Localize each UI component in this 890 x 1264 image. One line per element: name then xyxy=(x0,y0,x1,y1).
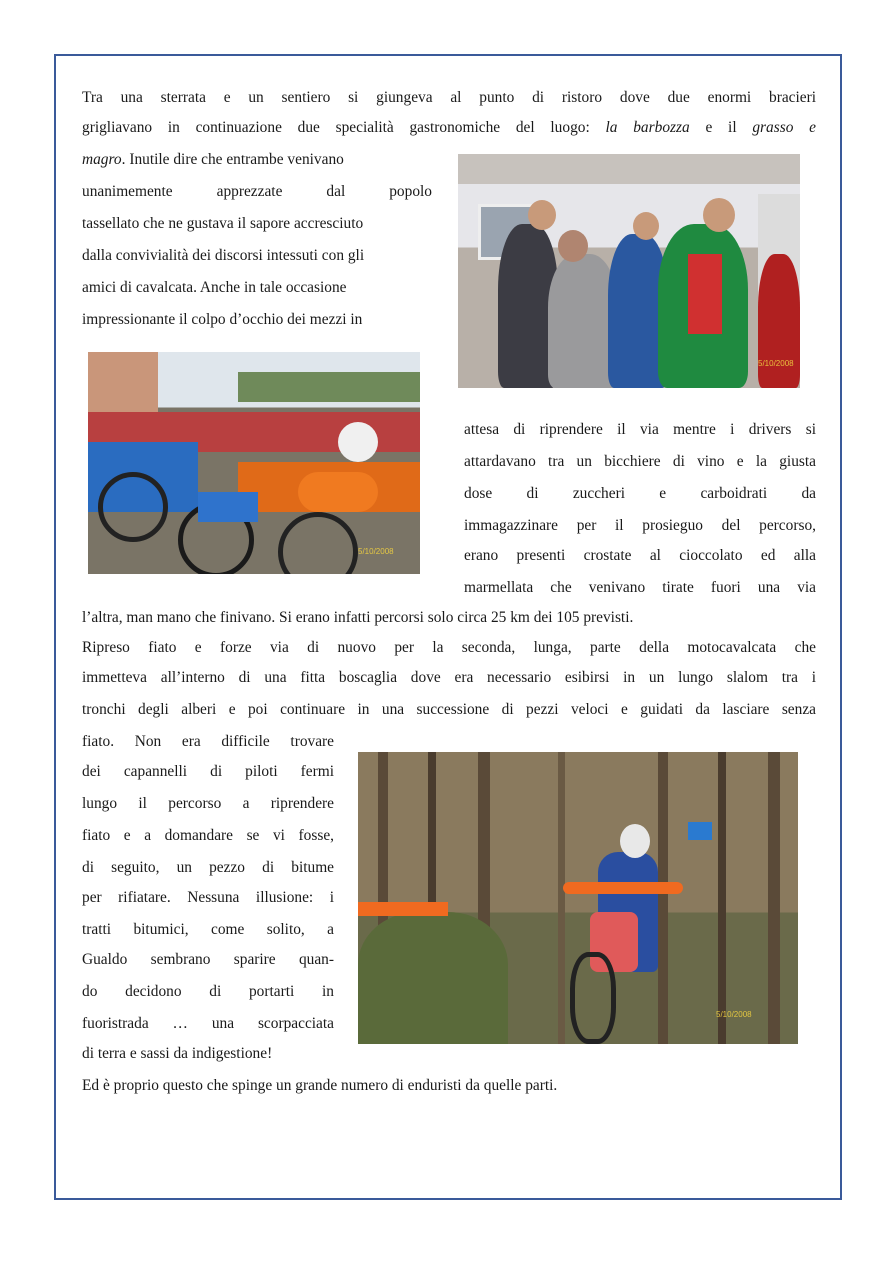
text-line: dei capannelli di piloti fermi xyxy=(82,763,334,780)
text-line: amici di cavalcata. Anche in tale occasione xyxy=(82,279,347,296)
text-line: erano presenti crostate al cioccolato ed alla xyxy=(464,547,816,564)
photo-riders-group xyxy=(458,154,800,388)
text-line: unanimemente apprezzate dal popolo xyxy=(82,183,432,200)
text-line: attesa di riprendere il via mentre i drivers si xyxy=(464,421,816,438)
photo-date-stamp: 5/10/2008 xyxy=(716,1010,752,1019)
text-line: immetteva all’interno di una fitta boscaglia dove era necessario esibirsi in un lungo slalom tra i xyxy=(82,669,816,686)
text-line: fiato e a domandare se vi fosse, xyxy=(82,827,334,844)
italic-term: la barbozza xyxy=(605,119,690,136)
text-line: attardavano tra un bicchiere di vino e la giusta xyxy=(464,453,816,470)
text-line: l’altra, man mano che finivano. Si erano infatti percorsi solo circa 25 km dei 105 previsti. xyxy=(82,609,634,626)
text-line: impressionante il colpo d’occhio dei mezzi in xyxy=(82,311,363,328)
text-line: tronchi degli alberi e poi continuare in una successione di pezzi veloci e guidati da lasciare senza xyxy=(82,701,816,718)
text-line xyxy=(82,150,344,170)
text-line: di terra e sassi da indigestione! xyxy=(82,1045,273,1062)
text-line xyxy=(82,118,816,138)
text-line: per rifiatare. Nessuna illusione: i xyxy=(82,889,334,906)
text-line: tratti bitumici, come solito, a xyxy=(82,921,334,938)
photo-date-stamp: 5/10/2008 xyxy=(758,359,794,368)
text-line: Gualdo sembrano sparire quan- xyxy=(82,951,334,968)
text-line: immagazzinare per il prosieguo del percorso, xyxy=(464,517,816,534)
text-line: tassellato che ne gustava il sapore accresciuto xyxy=(82,215,364,232)
text-line: Tra una sterrata e un sentiero si giungeva al punto di ristoro dove due enormi bracieri xyxy=(82,89,816,106)
text-span: . Inutile dire che entrambe venivano xyxy=(121,151,344,168)
text-line: dose di zuccheri e carboidrati da xyxy=(464,485,816,502)
photo-forest-rider xyxy=(358,752,798,1044)
text-line: fiato. Non era difficile trovare xyxy=(82,733,334,750)
text-line: Ed è proprio questo che spinge un grande numero di enduristi da quelle parti. xyxy=(82,1077,558,1094)
text-line: di seguito, un pezzo di bitume xyxy=(82,859,334,876)
text-line: dalla convivialità dei discorsi intessuti con gli xyxy=(82,247,365,264)
photo-parked-bikes xyxy=(88,352,420,574)
text-span: grigliavano in continuazione due specialità gastronomiche del luogo: xyxy=(82,119,590,136)
text-line: fuoristrada … una scorpacciata xyxy=(82,1015,334,1032)
text-line: do decidono di portarti in xyxy=(82,983,334,1000)
italic-term: magro xyxy=(82,151,122,168)
text-span: e il xyxy=(705,119,737,136)
photo-date-stamp: 5/10/2008 xyxy=(358,547,394,556)
text-line: lungo il percorso a riprendere xyxy=(82,795,334,812)
italic-term: grasso e xyxy=(752,119,816,136)
text-line: marmellata che venivano tirate fuori una via xyxy=(464,579,816,596)
text-line: Ripreso fiato e forze via di nuovo per la seconda, lunga, parte della motocavalcata che xyxy=(82,639,816,656)
